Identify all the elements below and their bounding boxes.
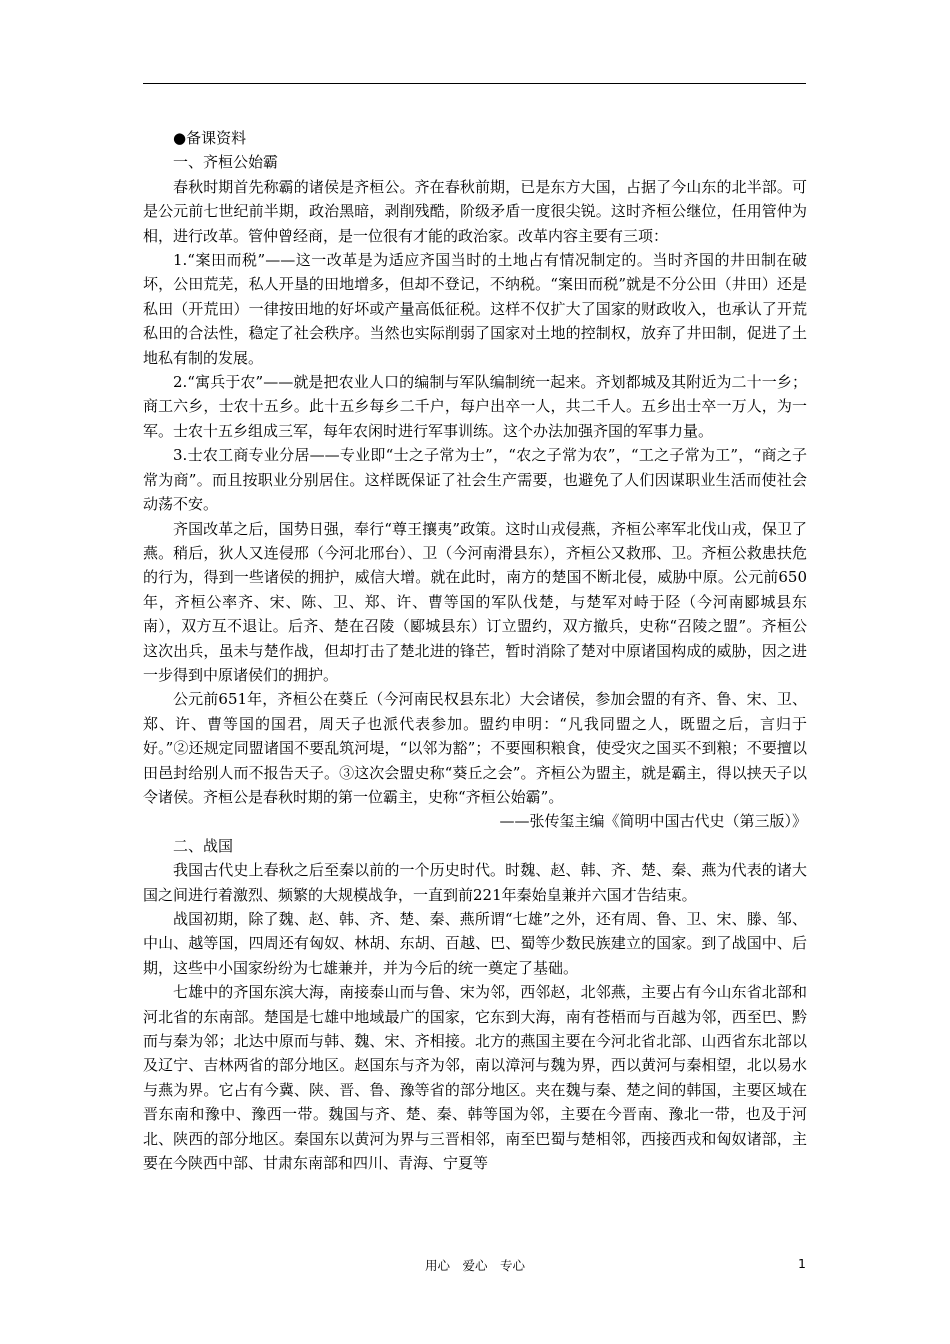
paragraph: 春秋时期首先称霸的诸侯是齐桓公。齐在春秋前期，已是东方大国，占据了今山东的北半部。可是公元前七世纪前半期，政治黑暗，剥削残酷，阶级矛盾一度很尖锐。这时齐桓公继位，任用管仲为相，进行改革。管仲曾经商，是一位很有才能的政治家。改革内容主要有三项： — [143, 177, 807, 245]
paragraph: 公元前651年，齐桓公在葵丘（今河南民权县东北）大会诸侯，参加会盟的有齐、鲁、宋、卫、郑、许、曹等国的国君，周天子也派代表参加。盟约申明：“凡我同盟之人，既盟之后，言归于好。”②还规定同盟诸国不要乱筑河堤，“以邻为豁”；不要囤积粮食，使受灾之国买不到粮；不要擅以田邑封给别人而不报告天子。③这次会盟史称“葵丘之会”。齐桓公为盟主，就是霸主，得以挟天子以令诸侯。齐桓公是春秋时期的第一位霸主，史称“齐桓公始霸”。 — [143, 690, 807, 806]
section-heading: ●备课资料 — [173, 129, 247, 147]
header-rule — [143, 83, 806, 84]
document-body — [143, 126, 807, 1175]
paragraph: 我国古代史上春秋之后至秦以前的一个历史时代。时魏、赵、韩、齐、楚、秦、燕为代表的诸大国之间进行着激烈、频繁的大规模战争，一直到前221年秦始皇兼并六国才告结束。 — [143, 861, 807, 904]
footer-motto: 用心 爱心 专心 — [424, 1258, 525, 1273]
paragraph: 战国初期，除了魏、赵、韩、齐、楚、秦、燕所谓“七雄”之外，还有周、鲁、卫、宋、滕、邹、中山、越等国，四周还有匈奴、林胡、东胡、百越、巴、蜀等少数民族建立的国家。到了战国中、后期，这些中小国家纷纷为七雄兼并，并为今后的统一奠定了基础。 — [143, 910, 807, 977]
paragraph: 3.士农工商专业分居——专业即“士之子常为士”，“农之子常为农”，“工之子常为工”，“商之子常为商”。而且按职业分别居住。这样既保证了社会生产需要，也避免了人们因谋职业生活而使社会动荡不安。 — [143, 446, 807, 514]
paragraph: 齐国改革之后，国势日强，奉行“尊王攘夷”政策。这时山戎侵燕，齐桓公率军北伐山戎，保卫了燕。稍后，狄人又连侵邢（今河北邢台）、卫（今河南滑县东），齐桓公又救邢、卫。齐桓公救患扶危的行为，得到一些诸侯的拥护，威信大增。就在此时，南方的楚国不断北侵，威胁中原。公元前650年，齐桓公率齐、宋、陈、卫、郑、许、曹等国的军队伐楚，与楚军对峙于陉（今河南郾城县东南），双方互不退让。后齐、楚在召陵（郾城县东）订立盟约，双方撤兵，史称“召陵之盟”。齐桓公这次出兵，虽未与楚作战，但却打击了楚北进的锋芒，暂时消除了楚对中原诸国构成的威胁，因之进一步得到中原诸侯们的拥护。 — [143, 519, 807, 684]
page-number: 1 — [798, 1256, 806, 1271]
paragraph: 2.“寓兵于农”——就是把农业人口的编制与军队编制统一起来。齐划都城及其附近为二十一乡；商工六乡，士农十五乡。此十五乡每乡二千户，每户出卒一人，共二千人。五乡出士卒一万人，为一军。士农十五乡组成三军，每年农闲时进行军事训练。这个办法加强齐国的军事力量。 — [143, 373, 807, 440]
paragraph: 七雄中的齐国东滨大海，南接泰山而与鲁、宋为邻，西邻赵，北邻燕，主要占有今山东省北部和河北省的东南部。楚国是七雄中地域最广的国家，它东到大海，南有苍梧而与百越为邻，西至巴、黔而与秦为邻；北达中原而与韩、魏、宋、齐相接。北方的燕国主要在今河北省北部、山西省东北部以及辽宁、吉林两省的部分地区。赵国东与齐为邻，南以漳河与魏为界，西以黄河与秦相望，北以易水与燕为界。它占有今冀、陕、晋、鲁、豫等省的部分地区。夹在魏与秦、楚之间的韩国，主要区域在晋东南和豫中、豫西一带。魏国与齐、楚、秦、韩等国为邻，主要在今晋南、豫北一带，也及于河北、陕西的部分地区。秦国东以黄河为界与三晋相邻，南至巴蜀与楚相邻，西接西戎和匈奴诸部，主要在今陕西中部、甘肃东南部和四川、青海、宁夏等 — [143, 983, 807, 1173]
source-citation: ——张传玺主编《简明中国古代史（第三版）》 — [499, 812, 807, 831]
paragraph: 1.“案田而税”——这一改革是为适应齐国当时的土地占有情况制定的。当时齐国的井田制在破坏，公田荒芜，私人开垦的田地增多，但却不登记，不纳税。“案田而税”就是不分公田（井田）还是私田（开荒田）一律按田地的好坏或产量高低征税。这样不仅扩大了国家的财政收入，也承认了开荒私田的合法性，稳定了社会秩序。当然也实际削弱了国家对土地的控制权，放弃了井田制，促进了土地私有制的发展。 — [143, 251, 807, 367]
section2-title: 二、战国 — [173, 836, 234, 855]
section1-title: 一、齐桓公始霸 — [173, 153, 279, 172]
